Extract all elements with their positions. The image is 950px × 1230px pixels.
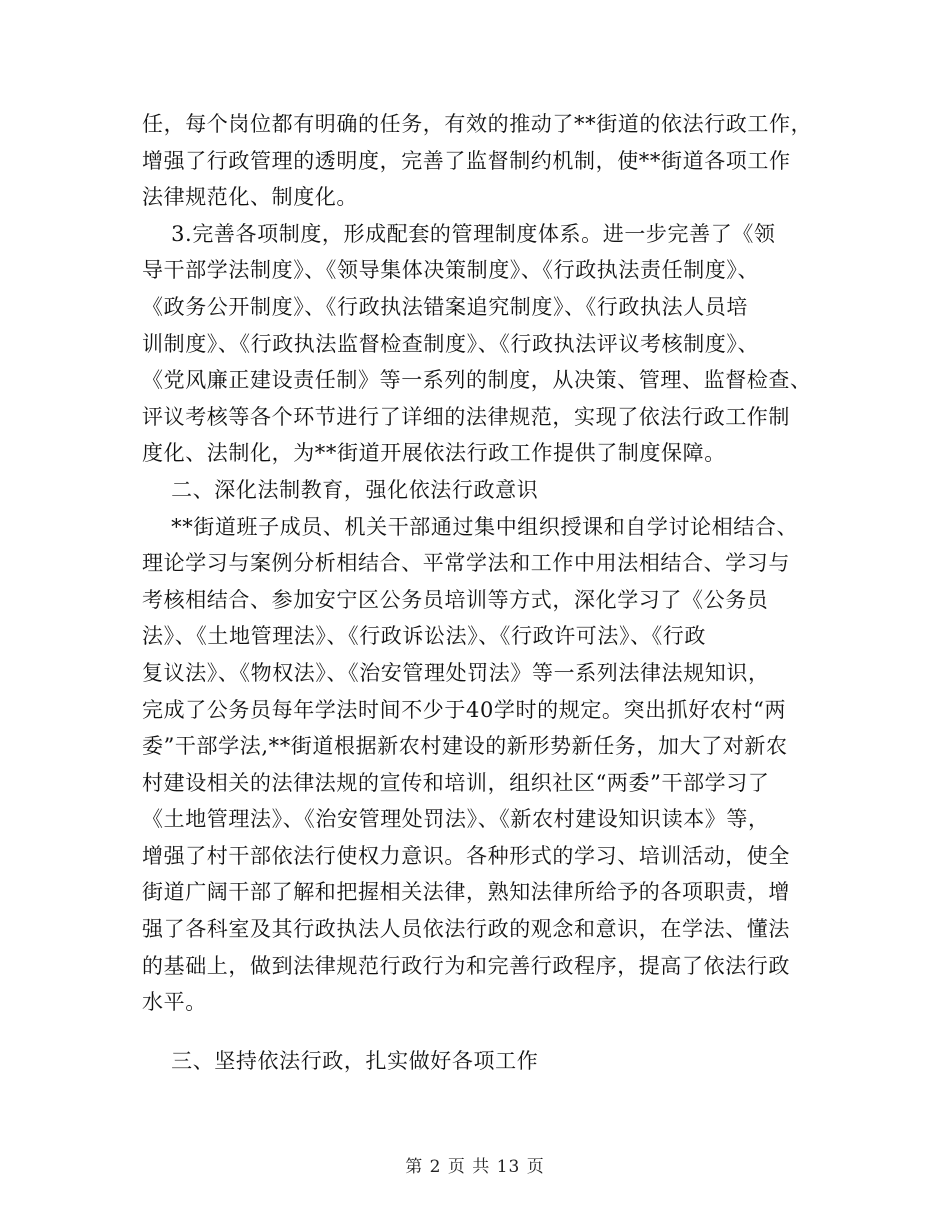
text-line: 度化、法制化，为**街道开展依法行政工作提供了制度保障。 bbox=[142, 441, 726, 466]
text-line: 完成了公务员每年学法时间不少于40学时的规定。突出抓好农村“两 bbox=[142, 697, 787, 722]
text-line: 理论学习与案例分析相结合、平常学法和工作中用法相结合、学习与 bbox=[142, 551, 790, 576]
text-line: 导干部学法制度》、《领导集体决策制度》、《行政执法责任制度》、 bbox=[142, 258, 760, 283]
text-line: 考核相结合、参加安宁区公务员培训等方式，深化学习了《公务员 bbox=[142, 587, 769, 612]
text-line: 任，每个岗位都有明确的任务，有效的推动了**街道的依法行政工作， bbox=[142, 112, 813, 136]
text-line: 评议考核等各个环节进行了详细的法律规范，实现了依法行政工作制 bbox=[142, 404, 790, 429]
text-line: 增强了行政管理的透明度，完善了监督制约机制，使**街道各项工作 bbox=[142, 148, 791, 173]
text-line: 委”干部学法,**街道根据新农村建设的新形势新任务，加大了对新农 bbox=[142, 734, 788, 759]
text-line: 增强了村干部依法行使权力意识。各种形式的学习、培训活动，使全 bbox=[142, 843, 790, 868]
text-line: 的基础上，做到法律规范行政行为和完善行政程序，提高了依法行政 bbox=[142, 953, 790, 978]
document-body bbox=[142, 106, 814, 1079]
text-line: 复议法》、《物权法》、《治安管理处罚法》等一系列法律法规知识， bbox=[142, 660, 770, 685]
section-heading-3 bbox=[142, 1043, 814, 1080]
paragraph-1 bbox=[142, 106, 814, 216]
text-line: 3.完善各项制度，形成配套的管理制度体系。进一步完善了《领 bbox=[142, 221, 776, 246]
page-number-footer: 第 2 页 共 13 页 bbox=[405, 1157, 545, 1177]
text-line: 强了各科室及其行政执法人员依法行政的观念和意识，在学法、懂法 bbox=[142, 917, 790, 942]
text-line: 水平。 bbox=[142, 990, 207, 1015]
section-heading-2 bbox=[142, 472, 814, 509]
spacer bbox=[142, 1021, 814, 1043]
text-line: 法律规范化、制度化。 bbox=[142, 185, 358, 210]
text-line: 《党风廉正建设责任制》等一系列的制度，从决策、管理、监督检查、 bbox=[142, 368, 812, 393]
text-line: 街道广阔干部了解和把握相关法律，熟知法律所给予的各项职责，增 bbox=[142, 880, 790, 905]
text-line: 《土地管理法》、《治安管理处罚法》、《新农村建设知识读本》等， bbox=[142, 807, 770, 832]
text-line: 法》、《土地管理法》、《行政诉讼法》、《行政许可法》、《行政 bbox=[142, 624, 706, 649]
text-line: **街道班子成员、机关干部通过集中组织授课和自学讨论相结合、 bbox=[142, 514, 799, 539]
text-line: 《政务公开制度》、《行政执法错案追究制度》、《行政执法人员培 bbox=[142, 294, 748, 319]
text-line: 村建设相关的法律法规的宣传和培训，组织社区“两委”干部学习了 bbox=[142, 770, 770, 795]
text-line: 训制度》、《行政执法监督检查制度》、《行政执法评议考核制度》、 bbox=[142, 331, 760, 356]
paragraph-3 bbox=[142, 509, 814, 1021]
paragraph-2 bbox=[142, 216, 814, 472]
heading-text: 二、深化法制教育，强化依法行政意识 bbox=[142, 477, 539, 502]
heading-text: 三、坚持依法行政，扎实做好各项工作 bbox=[142, 1048, 539, 1073]
